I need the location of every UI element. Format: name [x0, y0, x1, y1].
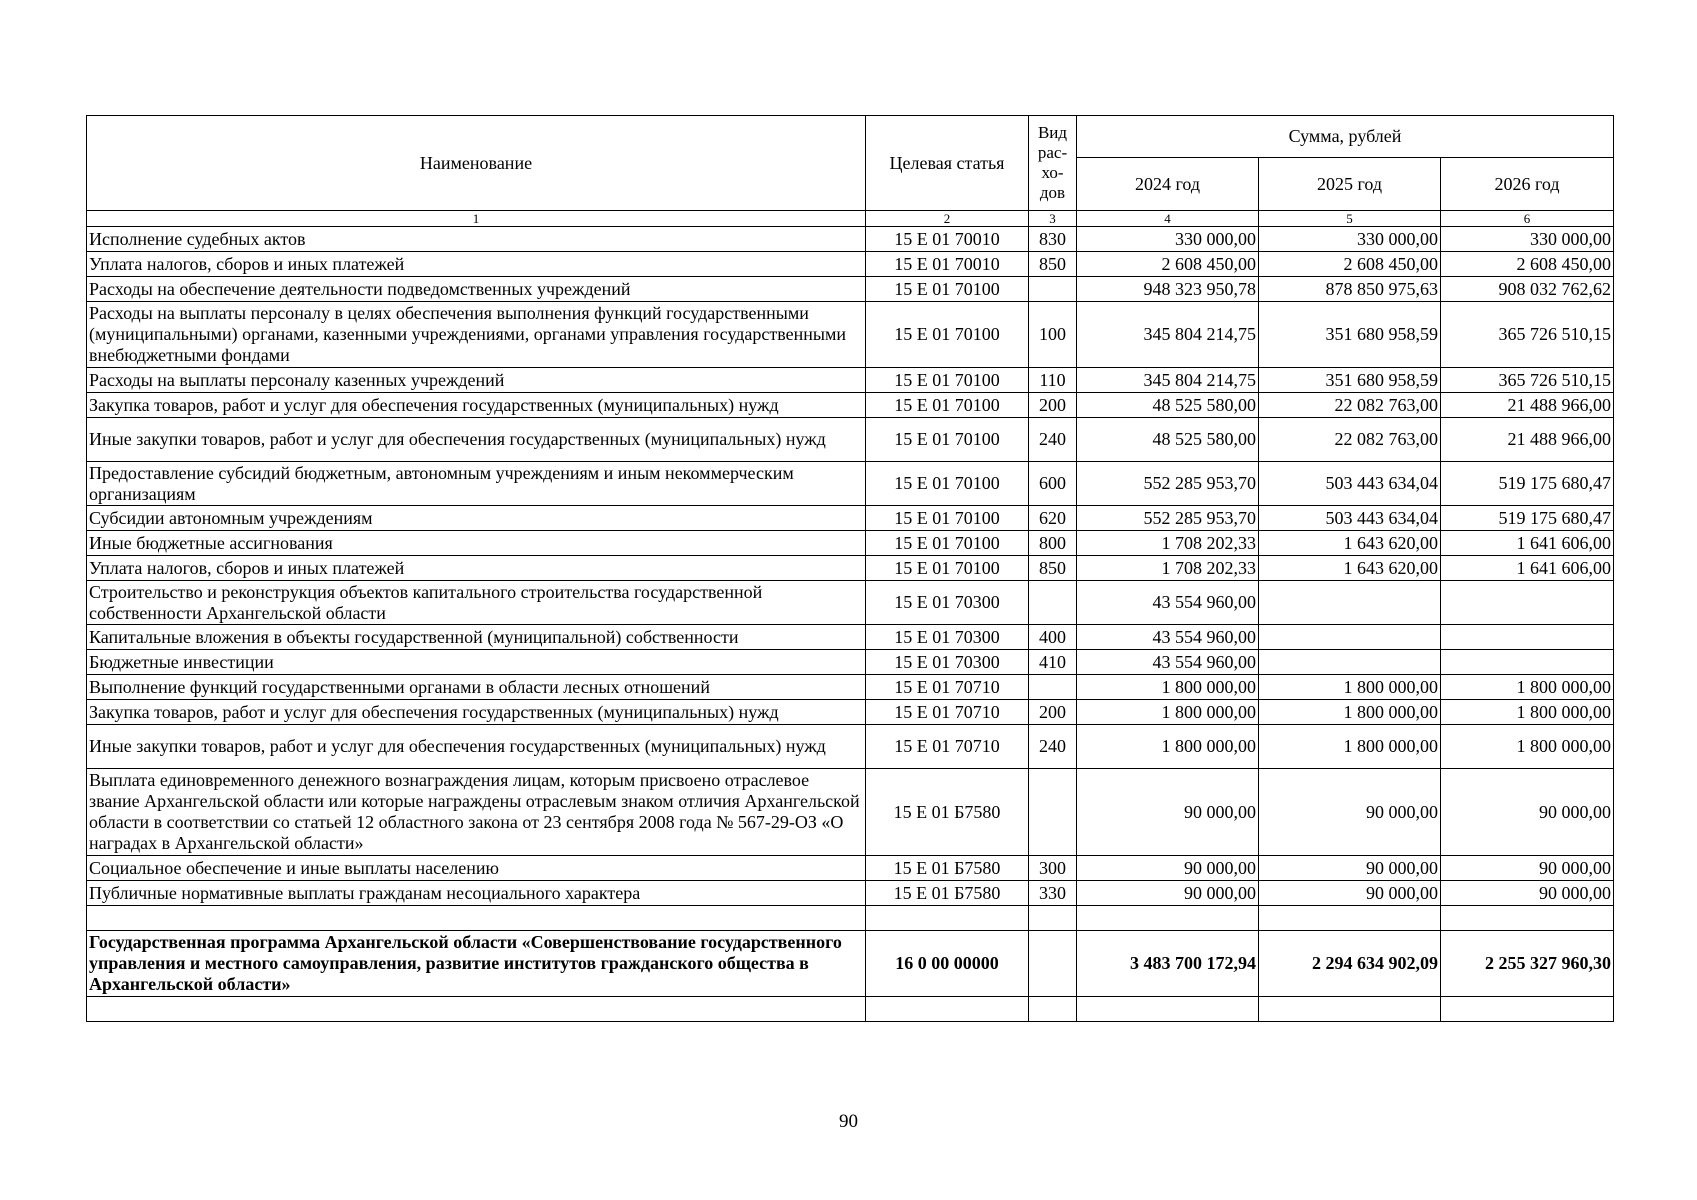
- row-amount-2025: 90 000,00: [1259, 856, 1441, 881]
- row-amount-2024: 948 323 950,78: [1077, 277, 1259, 302]
- row-name: Строительство и реконструкция объектов капитального строительства государственной собственности Архангельской области: [87, 581, 866, 625]
- row-amount-2024: 48 525 580,00: [1077, 393, 1259, 418]
- column-number: 5: [1259, 211, 1441, 227]
- row-amount-2025: 1 643 620,00: [1259, 531, 1441, 556]
- row-amount-2025: 351 680 958,59: [1259, 368, 1441, 393]
- row-amount-2025: 1 800 000,00: [1259, 725, 1441, 769]
- row-amount-2025: 2 608 450,00: [1259, 252, 1441, 277]
- row-amount-2026: 1 800 000,00: [1441, 700, 1614, 725]
- row-name: Исполнение судебных актов: [87, 227, 866, 252]
- row-amount-2024: 1 708 202,33: [1077, 531, 1259, 556]
- table-row: [87, 227, 1614, 252]
- row-amount-2025: 90 000,00: [1259, 769, 1441, 856]
- row-amount-2024: 1 708 202,33: [1077, 556, 1259, 581]
- row-amount-2024: 43 554 960,00: [1077, 650, 1259, 675]
- row-target-article: 15 Е 01 70100: [866, 418, 1029, 462]
- table-row: [87, 997, 1614, 1022]
- row-target-article: 15 Е 01 70100: [866, 277, 1029, 302]
- row-amount-2024: 48 525 580,00: [1077, 418, 1259, 462]
- row-target-article: 15 Е 01 70710: [866, 700, 1029, 725]
- row-amount-2026: 90 000,00: [1441, 769, 1614, 856]
- row-expense-type: 100: [1029, 302, 1077, 368]
- row-name: [87, 997, 866, 1022]
- row-target-article: 15 Е 01 Б7580: [866, 881, 1029, 906]
- row-amount-2026: 2 255 327 960,30: [1441, 931, 1614, 997]
- row-amount-2024: 90 000,00: [1077, 881, 1259, 906]
- row-expense-type: 240: [1029, 418, 1077, 462]
- row-name: Иные бюджетные ассигнования: [87, 531, 866, 556]
- row-target-article: 15 Е 01 70710: [866, 675, 1029, 700]
- row-amount-2026: 21 488 966,00: [1441, 393, 1614, 418]
- row-amount-2024: 1 800 000,00: [1077, 675, 1259, 700]
- row-target-article: 16 0 00 00000: [866, 931, 1029, 997]
- row-amount-2025: 1 800 000,00: [1259, 675, 1441, 700]
- row-expense-type: 400: [1029, 625, 1077, 650]
- row-amount-2026: 908 032 762,62: [1441, 277, 1614, 302]
- row-amount-2024: 552 285 953,70: [1077, 506, 1259, 531]
- table-row: [87, 700, 1614, 725]
- row-expense-type: 200: [1029, 700, 1077, 725]
- table-row: [87, 462, 1614, 506]
- row-expense-type: [1029, 581, 1077, 625]
- row-amount-2026: [1441, 625, 1614, 650]
- row-amount-2026: 90 000,00: [1441, 881, 1614, 906]
- row-target-article: 15 Е 01 70300: [866, 650, 1029, 675]
- row-expense-type: 330: [1029, 881, 1077, 906]
- row-amount-2025: 2 294 634 902,09: [1259, 931, 1441, 997]
- row-amount-2024: [1077, 906, 1259, 931]
- row-amount-2025: [1259, 581, 1441, 625]
- header-year-2025: 2025 год: [1259, 158, 1441, 211]
- table-row: [87, 625, 1614, 650]
- column-number-row: [87, 211, 1614, 227]
- table-row: [87, 581, 1614, 625]
- row-amount-2024: 43 554 960,00: [1077, 581, 1259, 625]
- table-row: [87, 769, 1614, 856]
- row-expense-type: [1029, 769, 1077, 856]
- table-row: [87, 881, 1614, 906]
- row-target-article: 15 Е 01 Б7580: [866, 769, 1029, 856]
- table-row: [87, 556, 1614, 581]
- row-expense-type: 800: [1029, 531, 1077, 556]
- row-amount-2025: [1259, 625, 1441, 650]
- row-target-article: 15 Е 01 70300: [866, 625, 1029, 650]
- column-number: 4: [1077, 211, 1259, 227]
- column-number: 2: [866, 211, 1029, 227]
- row-amount-2024: 1 800 000,00: [1077, 725, 1259, 769]
- row-amount-2025: [1259, 906, 1441, 931]
- row-name: Расходы на выплаты персоналу в целях обеспечения выполнения функций государственными (муниципальными) органами, казенными учреждениями, органами управления государственными внебюджетными фондами: [87, 302, 866, 368]
- row-name: Иные закупки товаров, работ и услуг для обеспечения государственных (муниципальных) нужд: [87, 418, 866, 462]
- row-expense-type: [1029, 931, 1077, 997]
- row-amount-2024: 345 804 214,75: [1077, 368, 1259, 393]
- row-amount-2025: 330 000,00: [1259, 227, 1441, 252]
- row-amount-2024: 552 285 953,70: [1077, 462, 1259, 506]
- row-amount-2026: 519 175 680,47: [1441, 462, 1614, 506]
- row-amount-2026: 1 800 000,00: [1441, 675, 1614, 700]
- table-row: [87, 302, 1614, 368]
- table-row: [87, 252, 1614, 277]
- column-number: 3: [1029, 211, 1077, 227]
- row-amount-2026: 365 726 510,15: [1441, 302, 1614, 368]
- row-expense-type: [1029, 675, 1077, 700]
- row-expense-type: 200: [1029, 393, 1077, 418]
- row-amount-2026: 519 175 680,47: [1441, 506, 1614, 531]
- row-expense-type: 300: [1029, 856, 1077, 881]
- row-amount-2024: 3 483 700 172,94: [1077, 931, 1259, 997]
- row-name: Бюджетные инвестиции: [87, 650, 866, 675]
- row-amount-2026: [1441, 581, 1614, 625]
- row-target-article: 15 Е 01 Б7580: [866, 856, 1029, 881]
- row-name: Публичные нормативные выплаты гражданам несоциального характера: [87, 881, 866, 906]
- row-amount-2025: 878 850 975,63: [1259, 277, 1441, 302]
- budget-table: [86, 115, 1614, 1022]
- row-amount-2025: 22 082 763,00: [1259, 393, 1441, 418]
- row-expense-type: [1029, 906, 1077, 931]
- row-name: Капитальные вложения в объекты государственной (муниципальной) собственности: [87, 625, 866, 650]
- row-name: Закупка товаров, работ и услуг для обеспечения государственных (муниципальных) нужд: [87, 700, 866, 725]
- row-amount-2026: [1441, 997, 1614, 1022]
- header-year-2024: 2024 год: [1077, 158, 1259, 211]
- row-target-article: 15 Е 01 70010: [866, 227, 1029, 252]
- row-amount-2025: 1 800 000,00: [1259, 700, 1441, 725]
- row-target-article: 15 Е 01 70300: [866, 581, 1029, 625]
- row-target-article: 15 Е 01 70100: [866, 368, 1029, 393]
- row-amount-2026: 2 608 450,00: [1441, 252, 1614, 277]
- row-amount-2024: 90 000,00: [1077, 769, 1259, 856]
- row-expense-type: 600: [1029, 462, 1077, 506]
- row-name: Выплата единовременного денежного вознаграждения лицам, которым присвоено отраслевое звание Архангельской области или которые награждены отраслевым знаком отличия Архангельской области в соответствии со статьей 12 областного закона от 23 сентября 2008 года № 567-29-ОЗ «О наградах в Архангельской области»: [87, 769, 866, 856]
- row-amount-2026: [1441, 906, 1614, 931]
- row-expense-type: 410: [1029, 650, 1077, 675]
- row-amount-2026: 1 641 606,00: [1441, 531, 1614, 556]
- page-number: 90: [839, 1111, 858, 1132]
- row-amount-2026: 1 641 606,00: [1441, 556, 1614, 581]
- table-row: [87, 393, 1614, 418]
- table-row: [87, 277, 1614, 302]
- header-target-article: Целевая статья: [866, 116, 1029, 211]
- row-amount-2026: 330 000,00: [1441, 227, 1614, 252]
- row-amount-2025: 503 443 634,04: [1259, 506, 1441, 531]
- row-expense-type: 830: [1029, 227, 1077, 252]
- row-amount-2024: 1 800 000,00: [1077, 700, 1259, 725]
- row-name: Субсидии автономным учреждениям: [87, 506, 866, 531]
- row-amount-2025: 503 443 634,04: [1259, 462, 1441, 506]
- table-row: [87, 368, 1614, 393]
- row-name: Государственная программа Архангельской области «Совершенствование государственного управления и местного самоуправления, развитие институтов гражданского общества в Архангельской области»: [87, 931, 866, 997]
- row-amount-2025: 1 643 620,00: [1259, 556, 1441, 581]
- row-amount-2026: 21 488 966,00: [1441, 418, 1614, 462]
- row-amount-2025: 22 082 763,00: [1259, 418, 1441, 462]
- table-row: [87, 725, 1614, 769]
- row-amount-2026: 1 800 000,00: [1441, 725, 1614, 769]
- row-expense-type: [1029, 277, 1077, 302]
- header-expense-type: Вид рас-хо-дов: [1029, 116, 1077, 211]
- row-expense-type: [1029, 997, 1077, 1022]
- row-target-article: 15 Е 01 70100: [866, 393, 1029, 418]
- row-target-article: 15 Е 01 70100: [866, 462, 1029, 506]
- row-target-article: 15 Е 01 70100: [866, 531, 1029, 556]
- row-target-article: [866, 997, 1029, 1022]
- row-amount-2024: 2 608 450,00: [1077, 252, 1259, 277]
- row-name: Социальное обеспечение и иные выплаты населению: [87, 856, 866, 881]
- table-row: [87, 418, 1614, 462]
- row-amount-2024: 90 000,00: [1077, 856, 1259, 881]
- row-amount-2024: 330 000,00: [1077, 227, 1259, 252]
- row-amount-2025: [1259, 997, 1441, 1022]
- row-target-article: 15 Е 01 70100: [866, 506, 1029, 531]
- header-sum: Сумма, рублей: [1077, 116, 1614, 158]
- row-expense-type: 850: [1029, 252, 1077, 277]
- row-name: Закупка товаров, работ и услуг для обеспечения государственных (муниципальных) нужд: [87, 393, 866, 418]
- row-amount-2024: 43 554 960,00: [1077, 625, 1259, 650]
- table-row: [87, 531, 1614, 556]
- table-row: [87, 650, 1614, 675]
- row-name: Выполнение функций государственными органами в области лесных отношений: [87, 675, 866, 700]
- row-expense-type: 110: [1029, 368, 1077, 393]
- row-amount-2026: 90 000,00: [1441, 856, 1614, 881]
- table-row: [87, 906, 1614, 931]
- row-target-article: 15 Е 01 70100: [866, 556, 1029, 581]
- row-target-article: 15 Е 01 70710: [866, 725, 1029, 769]
- row-name: [87, 906, 866, 931]
- row-expense-type: 620: [1029, 506, 1077, 531]
- header-year-2026: 2026 год: [1441, 158, 1614, 211]
- header-name: Наименование: [87, 116, 866, 211]
- row-name: Уплата налогов, сборов и иных платежей: [87, 556, 866, 581]
- table-row: [87, 931, 1614, 997]
- row-name: Предоставление субсидий бюджетным, автономным учреждениям и иным некоммерческим организациям: [87, 462, 866, 506]
- row-name: Расходы на выплаты персоналу казенных учреждений: [87, 368, 866, 393]
- table-row: [87, 506, 1614, 531]
- row-expense-type: 240: [1029, 725, 1077, 769]
- row-amount-2025: [1259, 650, 1441, 675]
- row-target-article: 15 Е 01 70100: [866, 302, 1029, 368]
- row-name: Иные закупки товаров, работ и услуг для обеспечения государственных (муниципальных) нужд: [87, 725, 866, 769]
- table-row: [87, 856, 1614, 881]
- row-target-article: 15 Е 01 70010: [866, 252, 1029, 277]
- header-row-1: [87, 116, 1614, 158]
- row-amount-2024: 345 804 214,75: [1077, 302, 1259, 368]
- column-number: 1: [87, 211, 866, 227]
- row-amount-2025: 351 680 958,59: [1259, 302, 1441, 368]
- row-target-article: [866, 906, 1029, 931]
- row-name: Уплата налогов, сборов и иных платежей: [87, 252, 866, 277]
- row-amount-2026: [1441, 650, 1614, 675]
- row-amount-2025: 90 000,00: [1259, 881, 1441, 906]
- row-name: Расходы на обеспечение деятельности подведомственных учреждений: [87, 277, 866, 302]
- row-amount-2026: 365 726 510,15: [1441, 368, 1614, 393]
- table-row: [87, 675, 1614, 700]
- column-number: 6: [1441, 211, 1614, 227]
- row-amount-2024: [1077, 997, 1259, 1022]
- row-expense-type: 850: [1029, 556, 1077, 581]
